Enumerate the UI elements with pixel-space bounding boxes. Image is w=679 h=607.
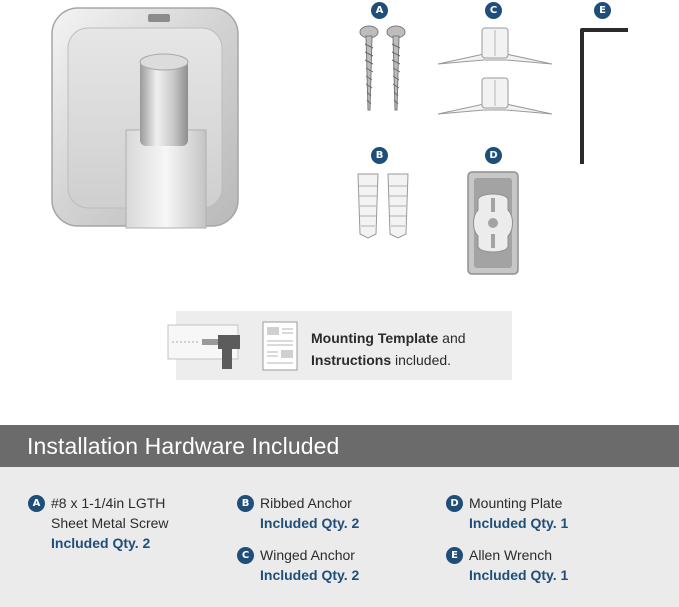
badge-c: C bbox=[485, 2, 502, 19]
item-name: Winged Anchor bbox=[260, 547, 355, 563]
template-drill-illustration bbox=[166, 319, 252, 375]
hardware-list bbox=[0, 467, 679, 607]
template-note-text-2: included. bbox=[391, 352, 452, 368]
allen-wrench-image bbox=[574, 24, 634, 168]
item-qty: Included Qty. 2 bbox=[260, 515, 360, 531]
badge-b: B bbox=[371, 147, 388, 164]
robe-hook-image bbox=[44, 4, 244, 232]
item-name-line2: Sheet Metal Screw bbox=[51, 515, 169, 531]
item-qty: Included Qty. 2 bbox=[260, 567, 360, 583]
hardware-item-b bbox=[241, 493, 360, 533]
mounting-template-callout bbox=[176, 311, 512, 380]
item-badge-e: E bbox=[446, 547, 463, 564]
sheet-metal-screws-image bbox=[352, 24, 412, 116]
item-name-line1: #8 x 1-1/4in LGTH bbox=[51, 495, 166, 511]
badge-a: A bbox=[371, 2, 388, 19]
item-badge-c: C bbox=[237, 547, 254, 564]
instructions-sheet-icon bbox=[262, 321, 298, 371]
badge-d: D bbox=[485, 147, 502, 164]
template-note-bold-1: Mounting Template bbox=[311, 330, 439, 346]
item-badge-b: B bbox=[237, 495, 254, 512]
item-name: Ribbed Anchor bbox=[260, 495, 352, 511]
template-note-text-1: and bbox=[438, 330, 466, 346]
item-qty: Included Qty. 1 bbox=[469, 515, 569, 531]
section-banner bbox=[0, 425, 679, 467]
item-qty: Included Qty. 1 bbox=[469, 567, 569, 583]
badge-e: E bbox=[594, 2, 611, 19]
winged-anchors-image bbox=[436, 24, 554, 118]
hardware-item-d bbox=[450, 493, 569, 533]
item-qty: Included Qty. 2 bbox=[51, 535, 151, 551]
banner-title: Installation Hardware Included bbox=[27, 433, 340, 459]
item-badge-a: A bbox=[28, 495, 45, 512]
item-name: Mounting Plate bbox=[469, 495, 563, 511]
hardware-item-c bbox=[241, 545, 360, 585]
item-badge-d: D bbox=[446, 495, 463, 512]
hardware-item-a bbox=[32, 493, 169, 553]
ribbed-anchors-image bbox=[354, 170, 414, 240]
template-note bbox=[311, 327, 511, 371]
item-name: Allen Wrench bbox=[469, 547, 553, 563]
mounting-plate-image bbox=[464, 170, 522, 276]
template-note-bold-2: Instructions bbox=[311, 352, 392, 368]
hardware-item-e bbox=[451, 545, 569, 585]
